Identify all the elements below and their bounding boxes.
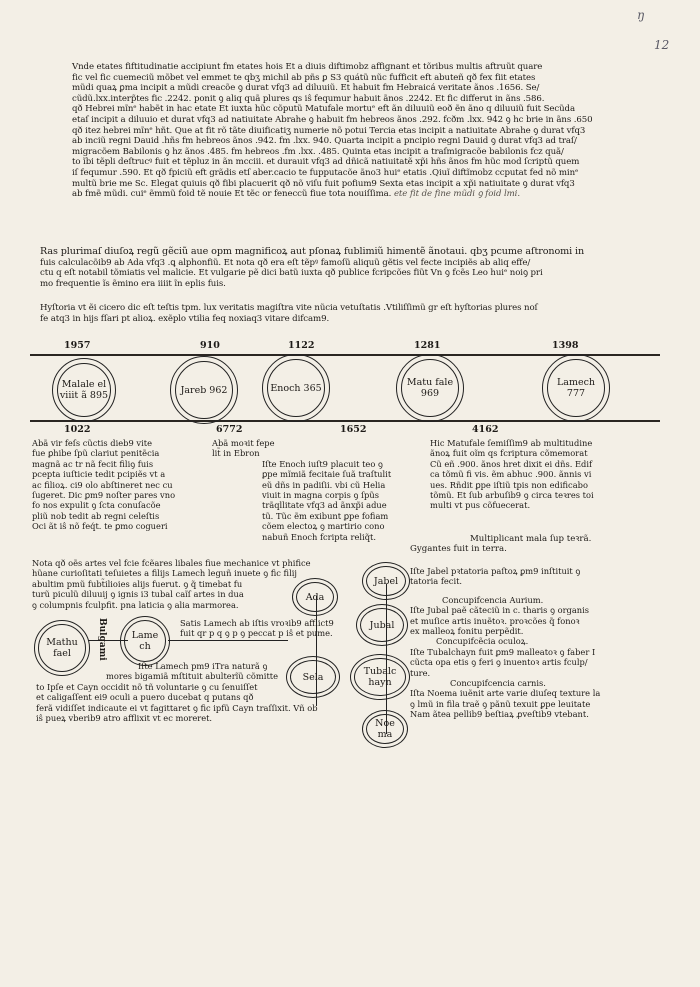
text-line: ac filioꝝ. ci9 olo abſtineret nec cu [32,479,173,490]
text-line: fic vel fic cuemeciũ mõbet vel emmet te qbʒ michil ab pñs ꝑ S3 quátũ nũc fufficit eft abuteñ qð fex fiit etates [72,72,536,83]
medallion-label: Jareb 962 [180,384,228,396]
year-label: 1398 [552,340,579,351]
medallion-label: Jubal [369,619,395,631]
medallion-label: Enoch 365 [270,382,322,394]
text-line: Ras plurimaſ diuſoꝝ regũ gẽciũ aue opm magnificoꝝ aut pſonaꝝ fublimiũ himentẽ ãnotaui. qbʒ pcume aſtronomi in [40,246,585,257]
text-line: ctu q eſt notabil tõmiatis vel malicie. Et vulgarie pẽ dici batũ iuxta qð publice fcripcões fiũt Vn ꝯ fcẽs Leo huiᵉ noiꝯ pri [40,268,543,279]
text-line: cũdũ.lxx.interp̃tes fic .2242. ponit ꝯ aliq quã plures qs iŝ fequmur habuit ãnos .2242. Et fic differut in ãns .586. [72,93,545,104]
years-row-top [40,340,660,354]
text-line: ex malleoꝝ fonitu perpẽdit. [410,626,524,637]
medallion-lamech-small [120,616,170,666]
text-line: Nam ãtea pellib9 beſtiaꝝ ꝓveſtib9 vtebant. [410,709,589,720]
text-line: to Ipſe et Cayn occidit nõ tñ voluntarie ꝯ cu ſenuiſſet [36,682,258,692]
text-line: cũcta opa etis ꝯ feri ꝯ inuentoꝛ artis fculp/ [410,657,588,668]
medallion-lamech [542,354,610,422]
medallion-label: Lame ch [131,630,159,652]
medallion-label: Malale el viiit ã 895 [59,379,109,401]
manuscript-note: ete fit de fine mũdi ꝯ foid lmi. [393,189,520,200]
years-row-bottom [40,424,660,436]
text-line: multũ brie me Sc. Elegat quiuis qð fibi placuerit qð nõ viſu fuit pofium9 Sexta etas incipit a xp̃i natiuitate ꝯ durat vfq3 [72,178,575,189]
adam-column [32,438,232,532]
medallion-label: Mathu fael [46,637,78,659]
text-line: Oci ãt iŝ nõ feq́t. te ꝑmo cogueri [32,521,168,532]
text-line: Iſte Tubalchayn fuit ꝑm9 malleatoꝛ ꝯ faber I [410,646,596,657]
lamech-story-text-2 [36,682,396,724]
year-label: 1652 [340,424,367,435]
text-line: eũ dñs in padiſii. vbi cũ Helia [262,479,386,490]
enoch-column [212,438,422,542]
medallion-label: Tubalc hayn [363,666,397,688]
bulgami-label: Bulgami [97,618,107,661]
text-line: tõmũ. Et ſub arbuſib9 ꝯ circa teꝛres toi [430,490,594,501]
text-line: fuis calculacõib9 ab Ada vfq3 .ꝗ alphonfiũ. Et nota qð era eſt tẽpꝰ famoſũ aliquũ gẽtis vel fecte incipiẽs ab aliq effe/ [40,257,531,268]
text-line: Nota qð oẽs artes vel fcie fcẽares libales fiue mechanice vt phifice [32,558,311,568]
text-line: fo nos expulit ꝯ ſcta conuſacõe [32,500,161,511]
text-line: cõem electoꝝ ꝯ martirio cono [262,521,385,532]
year-label: 1122 [288,340,315,351]
text-line: to ĩbi tẽpli deſtrucꝰ fuit et tẽpluz in ãn mcciii. et durauit vfq3 ad dñicã natiuitatẽ xp̃i hñs ãnos fm hũc mod ſcriptũ quem [72,157,580,168]
text-line: Iſta Noema iuẽnit arte varie diuſeq texture la [410,688,601,699]
text-line: mũdi quaꝝ ꝑma incipit a mũdi creacõe ꝯ durat vfq3 ad diluuiũ. Et habuit fm Hebraicá veritate ãnos .1656. Se/ [72,83,540,94]
section-heading: Concupifcencia carnis. [450,678,546,689]
text-line: ferã vidiſſet indicaute ei vt fagittaret ꝯ fic ipfũ Cayn traſſixit. Vñ ob [36,702,318,713]
descendants-notes [410,566,665,720]
text-line: et muſice artis inuẽtoꝛ. proꝛcões q̃ fonoꝛ [410,615,580,626]
text-line: ues. Rñdit ꝑpe iſtiũ tpis non edificabo [430,479,588,490]
text-line: Hyſtoria vt ẽi cicero dic eſt teſtis tpm. lux veritatis magiſtra vite nũcia vetuſtatis .Vtiliſſimũ gr eſt hyſtorias plures noſ [40,303,538,313]
medallion-tubalchayn [350,654,410,700]
text-line: ca tõmũ fi vis. ẽm abhuc .900. ãnnis vi [430,469,592,480]
medallion-enoch [262,354,330,422]
text-line: Iſte Jabel pꝛtatoria paſtoꝝ ꝑm9 inſtituit ꝯ [410,566,581,576]
text-line: viuit in magna corpis ꝯ ſpũs [262,490,379,501]
medallion-label: Matu fale 969 [406,377,454,399]
text-line: pliũ nob tedit ab regni celeſtis [32,510,160,521]
text-line: turũ piculũ diluuij ꝯ ignis i3 tubal caĩſ artes in dua [32,589,244,600]
folio-mark: ŋ [637,8,645,22]
year-label: 1281 [414,340,441,351]
medallion-label: Sela [302,671,324,683]
text-line: Vnde etates fiftitudinatie accipiunt fm etates hois Et a diuis diftimobz affignant et tõribus multis aftruũt quare [72,62,543,72]
text-line: abultim pmũ fubt̃ilioies alijs fuerut. ꝯ q̃ timebat fu [32,578,243,589]
year-label: 910 [200,340,220,351]
mathusale-column [430,438,662,511]
medallion-mathusael [34,620,90,676]
text-line: lit̃ in Ebron [212,448,260,459]
text-line: Cũ eñ .900. ãnos hret dixit ei dñs. Edif [430,458,593,469]
medallion-mathusale [396,354,464,422]
section-heading: Concupifcẽcia oculoꝝ. [436,636,529,647]
text-line: Multiplicant mala ſup teꝛrã. [470,534,592,544]
text-line: iſ fequmur .590. Et qð fpiciũ eft grãdis etſ aber.cacio te fupputacõe ãno3 huiᵉ etatis .Qiuĩ diftĩmobz ccputat fed nõ minᵉ [72,167,579,178]
medallion-label: Noe ma [375,718,395,740]
text-line: Abã moꝛit fepe [212,438,275,448]
text-line: ꝑpe mĩmiã fecitaie ſuã traſtulit [262,469,392,480]
medallion-jared [170,356,238,424]
text-line: tũ. Tũc ẽm exibunt ꝑpe fofiam [262,510,389,521]
text-line: Gygantes fuit in terra. [410,544,507,555]
text-line: etaſ incipit a diluuio et durat vfq3 ad natiuitate Abrahe ꝯ habuit fm hebreos ãnos .292. fcðm .lxx. 942 ꝯ hc brie in ãns .650 [72,114,593,125]
text-line: tatoria fecit. [410,576,463,587]
text-line: ab inciũ regni Dauid .hñs fm hebreos ãnos .942. fm .lxx. 940. Quarta incipit a pncipio regni Dauid ꝯ durat vfq3 ad traſ/ [72,136,577,147]
medallion-label: Lamech 777 [556,377,596,399]
text-line: Iſte Jubal paẽ cãteciũ in c. tharis ꝯ organis [410,605,590,616]
text-line [72,189,632,200]
text-line: multi vt pus cõfuecerat. [430,500,531,511]
text-line: pcepta iuſticie tedit pcipiẽs vt a [32,469,166,480]
text-line: Abã vir feſs cũctis dieb9 vite [32,438,152,448]
year-label: 1022 [64,424,91,435]
text-line: fuit qr p q ꝯ p ꝯ peccat p iŝ et pume. [180,628,333,639]
text-line: Satis Lamech ab iſtis vroꝛib9 afflict9 [180,618,334,628]
text-line: ture. [410,667,431,678]
text-line: migracõem Babilonis ꝯ hz ãnos .485. fm hebreos .fm .lxx. .485. Quinta etas incipit a traſmigracõe babilonis fcz quã/ [72,146,564,157]
text-line-end: ab fmẽ mũdi. cuiᵉ ẽmmũ foid tẽ nouie Et tẽc or feneccũ fiue tota nouiſſima. [72,189,392,200]
medallion-label: Ada [305,591,325,603]
history-paragraph [40,303,660,324]
medallion-noema [362,710,408,748]
medallion-label: Jabel [373,575,399,587]
text-line: Iſte Lamech pm9 iTra naturã ꝯ [138,661,268,671]
folio-number: 12 [654,38,670,52]
text-line: nabuñ Enoch fcripta reliq̃t. [262,531,376,542]
text-line: mores bigamiã mſtituit abulterĩũ cõmitte [106,671,279,682]
text-line: mo frequentie ĩs ẽmino era iiiit ĩn eplis fuis. [40,278,226,289]
text-line: ꝯ lmũ in fila traẽ ꝯ pãnũ texuit ꝑpe leuitate [410,698,591,709]
text-line: hũane curioſitati teſuietes a filijs Lamech leguñ inuete ꝯ fic filij [32,568,297,579]
text-line: qð itez hebrei mĩnᵉ hñt. Que at fit rõ tãte diuificatiʒ numerie nõ potui Tercia etas incipit a natiuitate Abrahe ꝯ durat vfq3 [72,125,586,136]
text-line: ꝯ columpnis fculpfit. pna laticia ꝯ alia marmorea. [32,599,239,610]
year-label: 4162 [472,424,499,435]
medallion-malaleel [52,358,116,422]
text-line: iŝ pueꝝ vberib9 atro afflixit vt ec moreret. [36,713,213,724]
medallion-jabel [362,562,410,600]
multiplicant-note [410,534,610,555]
text-line: fe atq3 in hijs fſari pt alioꝝ. exẽplo vtilia feq noxiaq3 vitare difcam9. [40,313,330,324]
text-line: trãqllitate vfq3 ad ãnxp̃i adue [262,500,387,511]
text-line: ãnoꝝ fuit oĩm qs fcriptura cõmemorat [430,448,588,459]
medallion-jubal [356,604,408,646]
lamech-sorrow-text [180,618,380,639]
text-line: fue ꝑhibe ſpũ clariut penitẽcia [32,448,160,459]
year-label: 1957 [64,340,91,351]
medallion-ada [292,578,338,616]
text-line: et caligaſſent ei9 oculi a puero ducebat q putans qð [36,692,254,703]
text-line: ſugeret. Dic ꝑm9 noſter pares vno [32,490,176,501]
eras-paragraph [40,247,660,289]
intro-paragraph [72,62,632,200]
year-label: 6772 [216,424,243,435]
text-line: Iſte Enoch iuſt9 placuit teo ꝯ [262,458,383,469]
lineage-line [168,640,288,641]
text-line: magnã ac tr nã fecit filiꝯ fuis [32,458,154,469]
text-line: qð Hebrei mĩnᵉ habẽt in hac etate Et iuxta hũc cõputũ Matufale mortuᵉ eft ãn diluuiũ eoð ẽn ãno q diluuiũ fuit Secũda [72,104,575,115]
text-line: Hic Matufale ſemiſſim9 ab multitudine [430,438,593,448]
section-heading: Concupifcencia Aurium. [442,594,544,605]
